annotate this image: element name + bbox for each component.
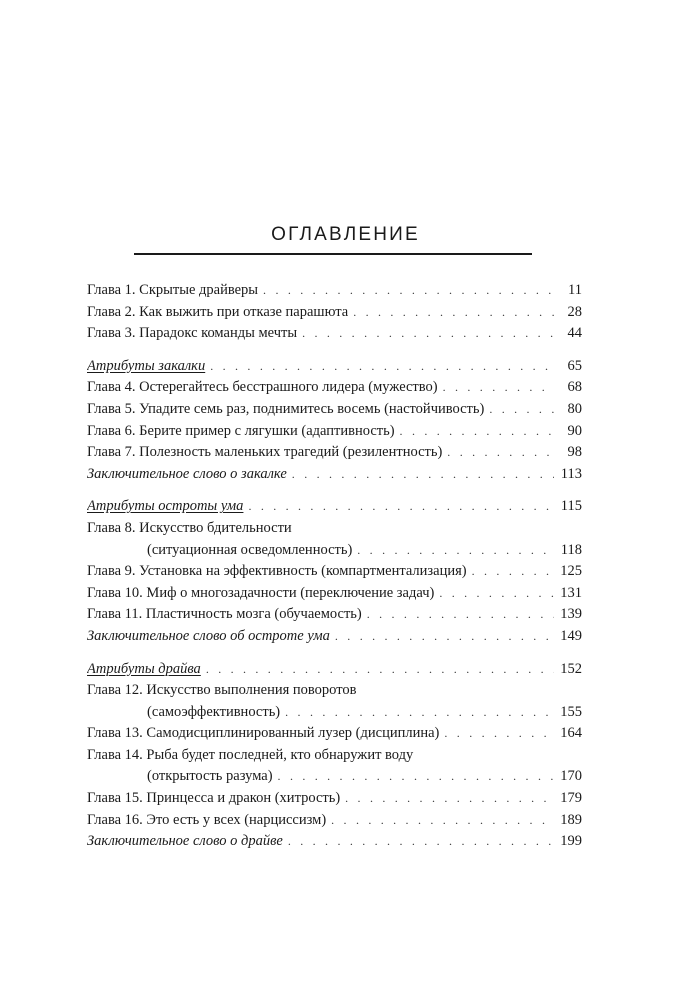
leader-dots bbox=[248, 496, 554, 518]
leader-dots bbox=[278, 766, 554, 788]
toc-entry[interactable] bbox=[87, 302, 582, 324]
toc-entry-label-continued: (открытость разума) bbox=[147, 768, 273, 785]
toc-entry-label: Глава 1. Скрытые драйверы bbox=[87, 282, 259, 298]
toc-section-heading[interactable] bbox=[87, 496, 582, 518]
toc-entry-page: 11 bbox=[568, 282, 582, 298]
toc-entry-label-continued: (самоэффективность) bbox=[147, 703, 281, 720]
toc-entry[interactable] bbox=[87, 745, 582, 788]
toc-entry-page: 189 bbox=[560, 811, 582, 828]
leader-dots bbox=[210, 356, 554, 378]
toc-entry-label: Глава 3. Парадокс команды мечты bbox=[87, 325, 298, 342]
leader-dots bbox=[206, 659, 554, 681]
toc-entry-page: 90 bbox=[567, 422, 582, 439]
toc-entry[interactable] bbox=[87, 561, 582, 583]
toc-entry-page: 170 bbox=[560, 768, 582, 785]
toc-entry-page: 68 bbox=[567, 379, 582, 396]
section-heading-label: Атрибуты остроты ума bbox=[87, 498, 244, 515]
toc-section-sharpness bbox=[87, 496, 582, 647]
toc-entry-page: 115 bbox=[560, 498, 582, 515]
toc-entry-label: Глава 15. Принцесса и дракон (хитрость) bbox=[87, 790, 341, 807]
toc-entry[interactable] bbox=[87, 399, 582, 421]
toc-entry-page: 149 bbox=[560, 627, 582, 644]
leader-dots bbox=[400, 421, 554, 443]
toc-entry-label: Заключительное слово о закалке bbox=[87, 465, 287, 482]
toc-entry-label: Глава 6. Берите пример с лягушки (адаптивность) bbox=[87, 422, 395, 439]
toc-section-heading[interactable] bbox=[87, 356, 582, 378]
toc-entry-page: 113 bbox=[560, 465, 582, 482]
section-heading-label: Атрибуты закалки bbox=[87, 357, 206, 374]
toc-entry[interactable] bbox=[87, 788, 582, 810]
toc-entry-page: 28 bbox=[567, 303, 582, 320]
leader-dots bbox=[357, 540, 554, 562]
toc-entry-page: 164 bbox=[560, 725, 582, 742]
toc-entry-label-continued: (ситуационная осведомленность) bbox=[147, 541, 353, 558]
toc-entry[interactable] bbox=[87, 323, 582, 345]
toc-section-closing[interactable] bbox=[87, 464, 582, 486]
leader-dots bbox=[489, 399, 554, 421]
leader-dots bbox=[335, 626, 554, 648]
leader-dots bbox=[472, 561, 554, 583]
leader-dots bbox=[331, 810, 554, 832]
toc-entry-label: Заключительное слово об остроте ума bbox=[87, 627, 330, 644]
toc-entry[interactable] bbox=[87, 583, 582, 605]
toc-entry[interactable] bbox=[87, 377, 582, 399]
toc-entry-label: Глава 8. Искусство бдительности bbox=[87, 519, 292, 536]
leader-dots bbox=[439, 583, 554, 605]
toc-entry[interactable] bbox=[87, 518, 582, 561]
table-of-contents bbox=[87, 280, 582, 864]
toc-entry-page: 118 bbox=[560, 541, 582, 558]
toc-entry-label: Глава 9. Установка на эффективность (компартментализация) bbox=[87, 563, 467, 580]
toc-entry-label: Глава 11. Пластичность мозга (обучаемость) bbox=[87, 606, 362, 623]
toc-entry-label: Глава 4. Остерегайтесь бесстрашного лидера (мужество) bbox=[87, 379, 438, 396]
leader-dots bbox=[367, 604, 554, 626]
toc-entry-page: 139 bbox=[560, 606, 582, 623]
toc-section-closing[interactable] bbox=[87, 831, 582, 853]
leader-dots bbox=[345, 788, 554, 810]
toc-entry-label: Глава 2. Как выжить при отказе парашюта bbox=[87, 303, 349, 320]
toc-entry[interactable] bbox=[87, 723, 582, 745]
toc-entry-page: 152 bbox=[560, 660, 582, 677]
toc-entry-page: 65 bbox=[567, 357, 582, 374]
toc-entry-page: 80 bbox=[567, 400, 582, 417]
toc-entry-label: Глава 13. Самодисциплинированный лузер (дисциплина) bbox=[87, 725, 440, 742]
toc-entry[interactable] bbox=[87, 604, 582, 626]
leader-dots bbox=[443, 377, 554, 399]
toc-entry-page: 125 bbox=[560, 563, 582, 580]
leader-dots bbox=[353, 302, 554, 324]
leader-dots bbox=[292, 464, 554, 486]
toc-entry-label: Глава 12. Искусство выполнения поворотов bbox=[87, 682, 357, 699]
title-divider bbox=[134, 253, 532, 255]
toc-entry[interactable] bbox=[87, 442, 582, 464]
leader-dots bbox=[263, 280, 554, 302]
toc-entry-page: 155 bbox=[560, 703, 582, 720]
toc-entry-page: 179 bbox=[560, 790, 582, 807]
toc-entry[interactable] bbox=[87, 810, 582, 832]
toc-entry-label: Глава 10. Миф о многозадачности (переключение задач) bbox=[87, 584, 435, 601]
page-title: ОГЛАВЛЕНИЕ bbox=[271, 224, 420, 245]
toc-entry-page: 44 bbox=[567, 325, 582, 342]
leader-dots bbox=[302, 323, 554, 345]
toc-section-drive bbox=[87, 659, 582, 853]
toc-entry-label: Глава 16. Это есть у всех (нарциссизм) bbox=[87, 811, 327, 828]
toc-entry-page: 131 bbox=[560, 584, 582, 601]
toc-entry[interactable] bbox=[87, 280, 582, 302]
toc-entry[interactable] bbox=[87, 421, 582, 443]
toc-entry-label: Заключительное слово о драйве bbox=[87, 833, 283, 850]
toc-section-intro bbox=[87, 280, 582, 345]
toc-section-heading[interactable] bbox=[87, 659, 582, 681]
toc-entry-label: Глава 5. Упадите семь раз, поднимитесь восемь (настойчивость) bbox=[87, 400, 485, 417]
toc-section-tempering bbox=[87, 356, 582, 486]
toc-entry-page: 98 bbox=[567, 444, 582, 461]
leader-dots bbox=[288, 831, 554, 853]
section-heading-label: Атрибуты драйва bbox=[87, 660, 201, 677]
toc-section-closing[interactable] bbox=[87, 626, 582, 648]
toc-entry-label: Глава 7. Полезность маленьких трагедий (резилентность) bbox=[87, 444, 443, 461]
leader-dots bbox=[285, 702, 554, 724]
leader-dots bbox=[447, 442, 554, 464]
toc-entry[interactable] bbox=[87, 680, 582, 723]
toc-entry-page: 199 bbox=[560, 833, 582, 850]
leader-dots bbox=[444, 723, 554, 745]
toc-entry-label: Глава 14. Рыба будет последней, кто обнаружит воду bbox=[87, 746, 414, 763]
